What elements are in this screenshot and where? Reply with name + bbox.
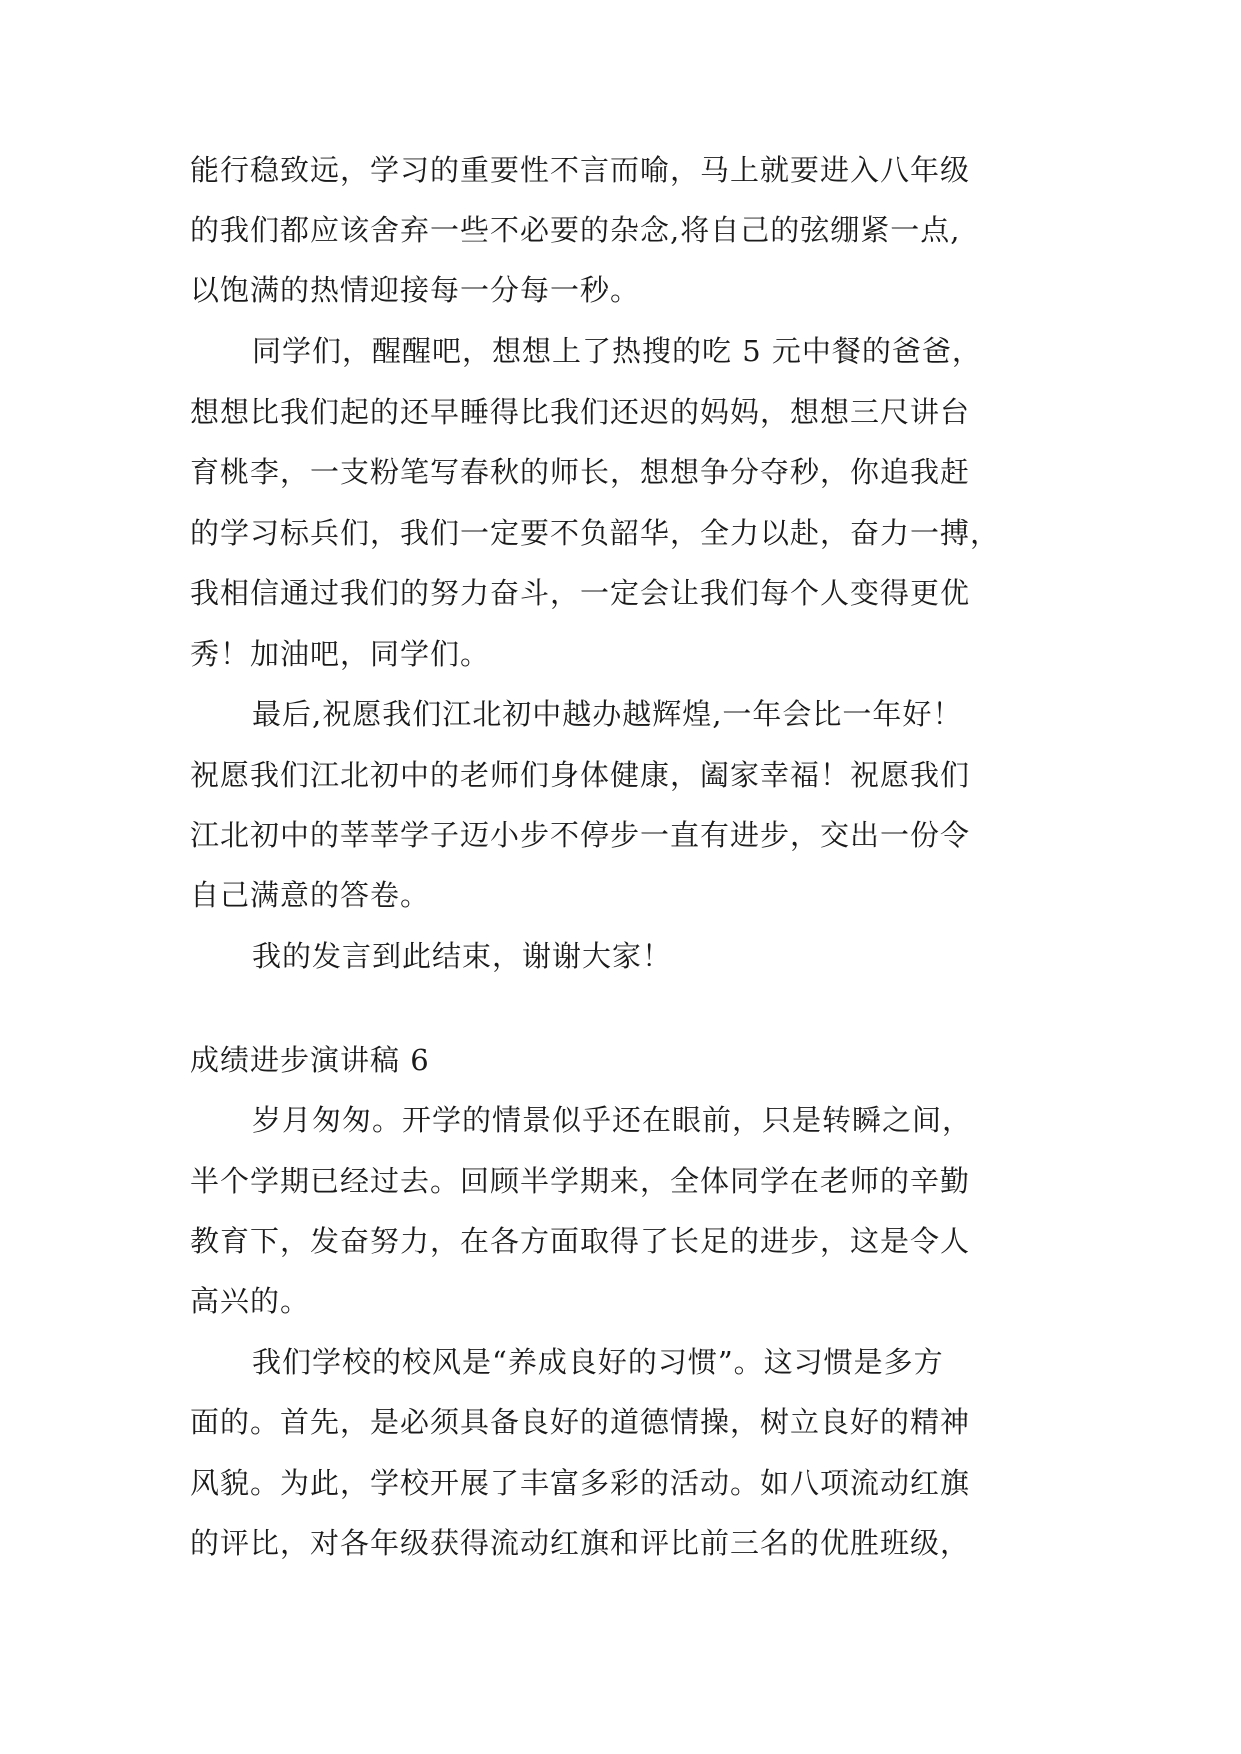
- text-line: 的我们都应该舍弃一些不必要的杂念,将自己的弦绷紧一点,: [190, 213, 961, 247]
- text-line: 半个学期已经过去。回顾半学期来，全体同学在老师的辛勤: [190, 1164, 971, 1198]
- text-line: 的评比，对各年级获得流动红旗和评比前三名的优胜班级，: [190, 1526, 971, 1560]
- text-line: 风貌。为此，学校开展了丰富多彩的活动。如八项流动红旗: [190, 1466, 971, 1500]
- paragraph-start-line: 我们学校的校风是“养成良好的习惯”。这习惯是多方: [252, 1345, 944, 1379]
- text-line: 高兴的。: [190, 1284, 311, 1318]
- text-line: 育桃李，一支粉笔写春秋的师长，想想争分夺秒，你追我赶: [190, 455, 971, 489]
- text-line: 江北初中的莘莘学子迈小步不停步一直有进步，交出一份令: [190, 818, 971, 852]
- text-line: 能行稳致远，学习的重要性不言而喻，马上就要进入八年级: [190, 153, 971, 187]
- text-line: 教育下，发奋努力，在各方面取得了长足的进步，这是令人: [190, 1224, 971, 1258]
- section-heading: 成绩进步演讲稿 6: [190, 1043, 430, 1077]
- paragraph-start-line: 同学们，醒醒吧，想想上了热搜的吃 5 元中餐的爸爸，: [252, 334, 982, 368]
- text-line: 自己满意的答卷。: [190, 878, 431, 912]
- paragraph-start-line: 我的发言到此结束，谢谢大家！: [252, 939, 673, 973]
- text-line: 我相信通过我们的努力奋斗，一定会让我们每个人变得更优: [190, 576, 971, 610]
- text-line: 以饱满的热情迎接每一分每一秒。: [190, 273, 641, 307]
- text-line: 的学习标兵们，我们一定要不负韶华，全力以赴，奋力一搏，: [190, 516, 1001, 550]
- paragraph-start-line: 最后,祝愿我们江北初中越办越辉煌,一年会比一年好！: [252, 697, 963, 731]
- text-line: 想想比我们起的还早睡得比我们还迟的妈妈，想想三尺讲台: [190, 395, 971, 429]
- text-line: 面的。首先，是必须具备良好的道德情操，树立良好的精神: [190, 1405, 971, 1439]
- text-line: 祝愿我们江北初中的老师们身体健康，阖家幸福！祝愿我们: [190, 758, 971, 792]
- text-line: 秀！加油吧，同学们。: [190, 637, 491, 671]
- paragraph-start-line: 岁月匆匆。开学的情景似乎还在眼前，只是转瞬之间，: [252, 1103, 973, 1137]
